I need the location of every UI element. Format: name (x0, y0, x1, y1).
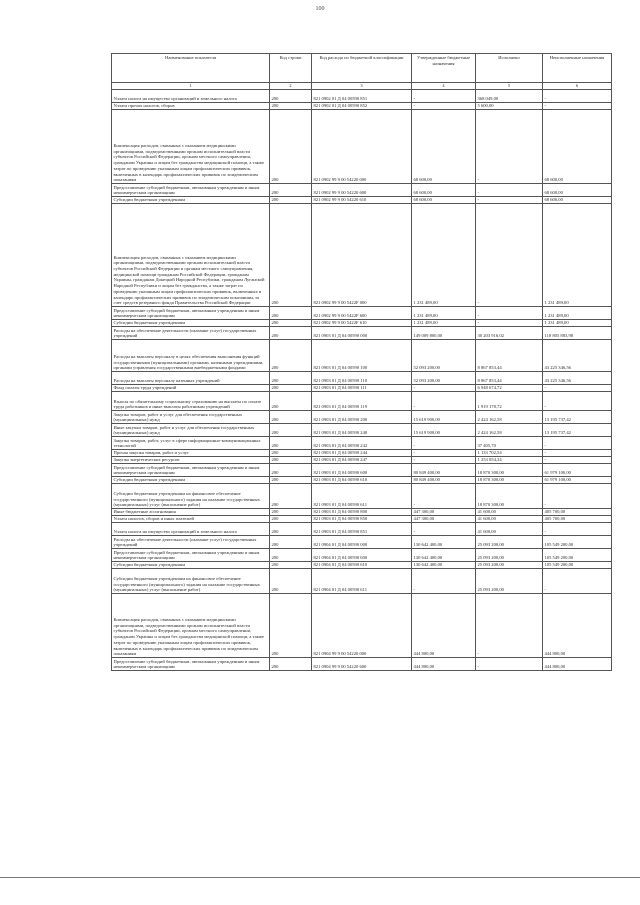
row-line-code-cell: 200 (270, 484, 312, 509)
table-row (112, 110, 612, 184)
row-line-code-cell: 200 (270, 516, 312, 523)
row-name-cell: Расходы на выплаты персоналу в целях обеспечения выполнения функций государственными (муниципальными) органами, казенными учреждениями, органами управления государственными внебюджетными фондами (112, 340, 270, 372)
row-executed-cell: 1 133 702,54 (476, 450, 543, 457)
row-classification-code-cell: 821 0904 01 Д 04 00590 000 (312, 536, 412, 549)
row-name-cell: Субсидии бюджетным учреждениям (112, 197, 270, 204)
row-executed-cell: - (476, 320, 543, 327)
table-row (112, 103, 612, 110)
row-unexecuted-cell: 444 800,00 (543, 658, 612, 671)
row-classification-code-cell: 821 0904 99 9 00 54220 600 (312, 658, 412, 671)
row-classification-code-cell: 821 0902 99 9 00 54220 000 (312, 110, 412, 184)
row-unexecuted-cell: 1 231 489,00 (543, 204, 612, 307)
row-classification-code-cell: 821 0903 01 Д 04 00590 800 (312, 509, 412, 516)
table-row (112, 516, 612, 523)
row-name-cell: Субсидии бюджетным учреждениям на финансовое обеспечение государственного (муниципального) задания на оказание государственных (муниципальных) услуг (выполнение работ) (112, 484, 270, 509)
row-name-cell: Предоставление субсидий бюджетным, автономным учреждениям и иным некоммерческим организациям (112, 184, 270, 197)
table-row (112, 197, 612, 204)
row-unexecuted-cell: 13 195 737,42 (543, 411, 612, 424)
row-line-code-cell: 200 (270, 110, 312, 184)
row-approved-cell: 68 600,00 (412, 110, 476, 184)
row-approved-cell: 80 849 400,00 (412, 477, 476, 484)
page-bottom-rule (0, 877, 640, 878)
row-executed-cell: 30 203 916,02 (476, 327, 543, 340)
column-number: 3 (312, 83, 412, 90)
table-row (112, 307, 612, 320)
row-unexecuted-cell: 105 549 200,00 (543, 536, 612, 549)
row-approved-cell: - (412, 392, 476, 411)
table-row (112, 372, 612, 385)
row-line-code-cell: 200 (270, 523, 312, 536)
row-executed-cell: - (476, 204, 543, 307)
row-approved-cell: 130 642 400,00 (412, 549, 476, 562)
header-approved-assignments: Утвержденные бюджетные назначения (412, 54, 476, 83)
row-executed-cell: 5 600,00 (476, 103, 543, 110)
header-line-code: Код строки (270, 54, 312, 83)
row-name-cell: Иные бюджетные ассигнования (112, 509, 270, 516)
row-unexecuted-cell: - (543, 392, 612, 411)
row-name-cell: Фонд оплаты труда учреждений (112, 385, 270, 392)
row-unexecuted-cell: 105 549 200,00 (543, 562, 612, 569)
row-executed-cell: 1 253 054,34 (476, 457, 543, 464)
row-unexecuted-cell: - (543, 103, 612, 110)
row-line-code-cell: 200 (270, 372, 312, 385)
row-classification-code-cell: 821 0903 01 Д 04 00590 611 (312, 484, 412, 509)
row-name-cell: Субсидии бюджетным учреждениям (112, 477, 270, 484)
row-unexecuted-cell: - (543, 437, 612, 450)
row-approved-cell: 80 849 400,00 (412, 464, 476, 477)
header-budget-classification-code: Код расхода по бюджетной классификации (312, 54, 412, 83)
column-number: 1 (112, 83, 270, 90)
row-approved-cell: 68 600,00 (412, 197, 476, 204)
row-name-cell: Компенсация расходов, связанных с оказанием медицинскими организациями, подведомственными органам исполнительной власти субъектов Российской Федерации и органам местного самоуправления, медицинской помощи гражданам Российской Федерации, гражданам Украины, гражданам Донецкой Народной Республики, гражданам Луганской Народной Республики и лицам без гражданства, а также затрат по проведению указанным лицам профилактических прививок, включенных в календарь профилактических прививок по эпидемическим показаниям, за счет средств резервного фонда Правительства Российской Федерации (112, 204, 270, 307)
row-classification-code-cell: 821 0902 99 9 00 5422F 610 (312, 320, 412, 327)
row-approved-cell: 444 800,00 (412, 594, 476, 658)
row-unexecuted-cell: 68 600,00 (543, 197, 612, 204)
row-approved-cell: - (412, 90, 476, 103)
row-line-code-cell: 200 (270, 90, 312, 103)
row-classification-code-cell: 821 0903 01 Д 04 00590 119 (312, 392, 412, 411)
row-name-cell: Предоставление субсидий бюджетным, автономным учреждениям и иным некоммерческим организациям (112, 464, 270, 477)
row-unexecuted-cell: 105 549 200,00 (543, 549, 612, 562)
row-classification-code-cell: 821 0903 01 Д 04 00590 100 (312, 340, 412, 372)
row-line-code-cell: 200 (270, 658, 312, 671)
row-name-cell: Компенсация расходов, связанных с оказанием медицинскими организациями, подведомственными органам исполнительной власти субъектов Российской Федерации, органам местного самоуправления, гражданам Украины и лицам без гражданства медицинской помощи, а также затрат по проведению указанным лицам профилактических прививок, включенных в календарь профилактических прививок по эпидемическим показаниям (112, 594, 270, 658)
row-name-cell: Субсидии бюджетным учреждениям (112, 562, 270, 569)
row-name-cell: Закупка энергетических ресурсов (112, 457, 270, 464)
row-line-code-cell: 200 (270, 307, 312, 320)
row-line-code-cell: 200 (270, 594, 312, 658)
row-classification-code-cell: 821 0903 01 Д 04 00590 610 (312, 477, 412, 484)
row-classification-code-cell: 821 0903 01 Д 04 00590 851 (312, 523, 412, 536)
row-unexecuted-cell: - (543, 90, 612, 103)
row-unexecuted-cell: - (543, 569, 612, 594)
row-approved-cell: 444 800,00 (412, 658, 476, 671)
table-row (112, 90, 612, 103)
row-unexecuted-cell: 1 231 489,00 (543, 320, 612, 327)
row-classification-code-cell: 821 0903 01 Д 04 00590 240 (312, 424, 412, 437)
table-row (112, 411, 612, 424)
row-unexecuted-cell: 118 805 883,98 (543, 327, 612, 340)
row-line-code-cell: 200 (270, 464, 312, 477)
table-row (112, 523, 612, 536)
row-approved-cell: - (412, 385, 476, 392)
row-name-cell: Закупка товаров, работ и услуг для обеспечения государственных (муниципальных) нужд (112, 411, 270, 424)
row-approved-cell: 15 619 900,00 (412, 424, 476, 437)
table-row (112, 484, 612, 509)
column-number-row (112, 83, 612, 90)
row-unexecuted-cell: 13 195 737,42 (543, 424, 612, 437)
row-name-cell: Предоставление субсидий бюджетным, автономным учреждениям и иным некоммерческим организациям (112, 658, 270, 671)
row-classification-code-cell: 821 0902 99 9 00 54220 610 (312, 197, 412, 204)
row-approved-cell: - (412, 523, 476, 536)
row-executed-cell: - (476, 110, 543, 184)
table-row (112, 437, 612, 450)
row-classification-code-cell: 821 0903 01 Д 04 00590 242 (312, 437, 412, 450)
table-body (112, 90, 612, 671)
row-line-code-cell: 200 (270, 392, 312, 411)
row-executed-cell: 25 093 200,00 (476, 562, 543, 569)
row-classification-code-cell: 821 0904 01 Д 04 00590 610 (312, 562, 412, 569)
row-line-code-cell: 200 (270, 437, 312, 450)
table-row (112, 658, 612, 671)
row-executed-cell: 368 049,00 (476, 90, 543, 103)
row-line-code-cell: 200 (270, 204, 312, 307)
row-line-code-cell: 200 (270, 385, 312, 392)
row-classification-code-cell: 821 0903 01 Д 04 00590 111 (312, 385, 412, 392)
row-line-code-cell: 200 (270, 450, 312, 457)
header-unexecuted-assignments: Неисполненные назначения (543, 54, 612, 83)
row-line-code-cell: 200 (270, 103, 312, 110)
table-row (112, 320, 612, 327)
row-line-code-cell: 200 (270, 509, 312, 516)
row-executed-cell: - (476, 658, 543, 671)
column-number: 6 (543, 83, 612, 90)
budget-execution-table (111, 53, 612, 671)
table-row (112, 392, 612, 411)
row-name-cell: Иные закупки товаров, работ и услуг для обеспечения государственных (муниципальных) нужд (112, 424, 270, 437)
table-row (112, 464, 612, 477)
table-row (112, 450, 612, 457)
row-line-code-cell: 200 (270, 327, 312, 340)
table-row (112, 594, 612, 658)
row-name-cell: Субсидии бюджетным учреждениям на финансовое обеспечение государственного (муниципального) задания на оказание государственных (муниципальных) услуг (выполнение работ) (112, 569, 270, 594)
row-approved-cell: 1 231 489,00 (412, 320, 476, 327)
row-classification-code-cell: 821 0903 01 Д 04 00590 244 (312, 450, 412, 457)
row-approved-cell: 447 300,00 (412, 516, 476, 523)
row-unexecuted-cell: 61 979 100,00 (543, 477, 612, 484)
row-unexecuted-cell: 405 700,00 (543, 516, 612, 523)
row-line-code-cell: 200 (270, 411, 312, 424)
row-approved-cell: - (412, 437, 476, 450)
row-unexecuted-cell: 61 979 100,00 (543, 464, 612, 477)
row-classification-code-cell: 821 0902 99 9 00 54220 600 (312, 184, 412, 197)
row-name-cell: Расходы на обеспечение деятельности (оказание услуг) государственных учреждений (112, 536, 270, 549)
row-line-code-cell: 200 (270, 477, 312, 484)
row-line-code-cell: 200 (270, 340, 312, 372)
row-classification-code-cell: 821 0903 01 Д 04 00590 850 (312, 516, 412, 523)
table-row (112, 536, 612, 549)
row-executed-cell: 2 424 162,58 (476, 411, 543, 424)
row-classification-code-cell: 821 0904 99 9 00 54220 000 (312, 594, 412, 658)
row-executed-cell: - (476, 594, 543, 658)
row-line-code-cell: 200 (270, 536, 312, 549)
column-number: 4 (412, 83, 476, 90)
row-classification-code-cell: 821 0903 01 Д 04 00590 200 (312, 411, 412, 424)
header-indicator-name: Наименование показателя (112, 54, 270, 83)
row-executed-cell: 8 867 853,44 (476, 372, 543, 385)
table-row (112, 549, 612, 562)
row-executed-cell: 25 093 200,00 (476, 536, 543, 549)
row-executed-cell: - (476, 184, 543, 197)
row-approved-cell: 52 093 200,00 (412, 372, 476, 385)
row-executed-cell: 18 870 300,00 (476, 477, 543, 484)
row-classification-code-cell: 821 0903 01 Д 04 00590 000 (312, 327, 412, 340)
row-approved-cell: 130 642 400,00 (412, 562, 476, 569)
row-line-code-cell: 200 (270, 569, 312, 594)
table-row (112, 457, 612, 464)
row-approved-cell: 1 231 489,00 (412, 204, 476, 307)
row-unexecuted-cell: 43 225 346,56 (543, 340, 612, 372)
row-classification-code-cell: 821 0904 01 Д 04 00590 600 (312, 549, 412, 562)
row-unexecuted-cell: - (543, 523, 612, 536)
table-row (112, 385, 612, 392)
row-unexecuted-cell: 405 700,00 (543, 509, 612, 516)
row-name-cell: Предоставление субсидий бюджетным, автономным учреждениям и иным некоммерческим организациям (112, 549, 270, 562)
row-executed-cell: 25 093 200,00 (476, 549, 543, 562)
row-executed-cell: - (476, 197, 543, 204)
row-line-code-cell: 200 (270, 549, 312, 562)
row-classification-code-cell: 821 0902 99 9 00 5422F 000 (312, 204, 412, 307)
row-name-cell: Уплата прочих налогов, сборов (112, 103, 270, 110)
row-approved-cell: 447 300,00 (412, 509, 476, 516)
row-executed-cell: 2 424 162,58 (476, 424, 543, 437)
row-classification-code-cell: 821 0902 01 Д 04 00590 851 (312, 90, 412, 103)
row-unexecuted-cell: - (543, 385, 612, 392)
row-classification-code-cell: 821 0903 01 Д 04 00590 110 (312, 372, 412, 385)
row-approved-cell: - (412, 103, 476, 110)
table-row (112, 204, 612, 307)
row-classification-code-cell: 821 0903 01 Д 04 00590 600 (312, 464, 412, 477)
row-executed-cell: 6 948 674,72 (476, 385, 543, 392)
row-approved-cell: - (412, 457, 476, 464)
row-approved-cell: 149 009 800,00 (412, 327, 476, 340)
table-row (112, 424, 612, 437)
page-number: 100 (315, 6, 325, 12)
row-classification-code-cell: 821 0903 01 Д 04 00590 247 (312, 457, 412, 464)
row-approved-cell: 52 093 200,00 (412, 340, 476, 372)
row-name-cell: Прочая закупка товаров, работ и услуг (112, 450, 270, 457)
row-name-cell: Расходы на обеспечение деятельности (оказание услуг) государственных учреждений (112, 327, 270, 340)
header-executed: Исполнено (476, 54, 543, 83)
row-approved-cell: - (412, 450, 476, 457)
row-name-cell: Взносы по обязательному социальному страхованию на выплаты по оплате труда работников и иные выплаты работникам учреждений (112, 392, 270, 411)
row-unexecuted-cell: 444 800,00 (543, 594, 612, 658)
row-line-code-cell: 200 (270, 320, 312, 327)
column-number: 2 (270, 83, 312, 90)
row-unexecuted-cell: 43 225 346,56 (543, 372, 612, 385)
row-approved-cell: - (412, 569, 476, 594)
table-row (112, 184, 612, 197)
row-name-cell: Уплата налога на имущество организаций и земельного налога (112, 90, 270, 103)
row-unexecuted-cell: - (543, 484, 612, 509)
row-name-cell: Закупка товаров, работ, услуг в сфере информационно-коммуникационных технологий (112, 437, 270, 450)
row-executed-cell: 8 867 853,44 (476, 340, 543, 372)
row-executed-cell: 1 919 178,72 (476, 392, 543, 411)
row-unexecuted-cell: - (543, 450, 612, 457)
row-executed-cell: 41 600,00 (476, 516, 543, 523)
row-line-code-cell: 200 (270, 424, 312, 437)
row-approved-cell: 1 231 489,00 (412, 307, 476, 320)
row-approved-cell: 15 619 900,00 (412, 411, 476, 424)
row-name-cell: Уплата налога на имущество организаций и земельного налога (112, 523, 270, 536)
row-executed-cell: 41 600,00 (476, 509, 543, 516)
column-number: 5 (476, 83, 543, 90)
row-executed-cell: 41 600,00 (476, 523, 543, 536)
table-row (112, 562, 612, 569)
row-executed-cell: - (476, 307, 543, 320)
row-line-code-cell: 200 (270, 562, 312, 569)
row-executed-cell: 18 870 300,00 (476, 464, 543, 477)
row-line-code-cell: 200 (270, 197, 312, 204)
row-unexecuted-cell: 68 600,00 (543, 184, 612, 197)
row-name-cell: Расходы на выплаты персоналу казенных учреждений (112, 372, 270, 385)
row-unexecuted-cell: 68 600,00 (543, 110, 612, 184)
row-classification-code-cell: 821 0902 99 9 00 5422F 600 (312, 307, 412, 320)
table-row (112, 509, 612, 516)
table-row (112, 340, 612, 372)
row-approved-cell: - (412, 484, 476, 509)
row-approved-cell: 68 600,00 (412, 184, 476, 197)
row-name-cell: Предоставление субсидий бюджетным, автономным учреждениям и иным некоммерческим организациям (112, 307, 270, 320)
row-executed-cell: 18 870 300,00 (476, 484, 543, 509)
row-line-code-cell: 200 (270, 457, 312, 464)
table-row (112, 569, 612, 594)
row-name-cell: Компенсация расходов, связанных с оказанием медицинскими организациями, подведомственными органам исполнительной власти субъектов Российской Федерации, органам местного самоуправления, гражданам Украины и лицам без гражданства медицинской помощи, а также затрат по проведению указанным лицам профилактических прививок, включенных в календарь профилактических прививок по эпидемическим показаниям (112, 110, 270, 184)
row-executed-cell: 37 405,70 (476, 437, 543, 450)
row-executed-cell: 25 093 200,00 (476, 569, 543, 594)
table-header-row (112, 54, 612, 83)
row-classification-code-cell: 821 0904 01 Д 04 00590 611 (312, 569, 412, 594)
row-line-code-cell: 200 (270, 184, 312, 197)
table-row (112, 327, 612, 340)
row-name-cell: Уплата налогов, сборов и иных платежей (112, 516, 270, 523)
row-unexecuted-cell: 1 231 489,00 (543, 307, 612, 320)
table-row (112, 477, 612, 484)
row-unexecuted-cell: - (543, 457, 612, 464)
row-approved-cell: 130 642 400,00 (412, 536, 476, 549)
row-classification-code-cell: 821 0902 01 Д 04 00590 852 (312, 103, 412, 110)
row-name-cell: Субсидии бюджетным учреждениям (112, 320, 270, 327)
